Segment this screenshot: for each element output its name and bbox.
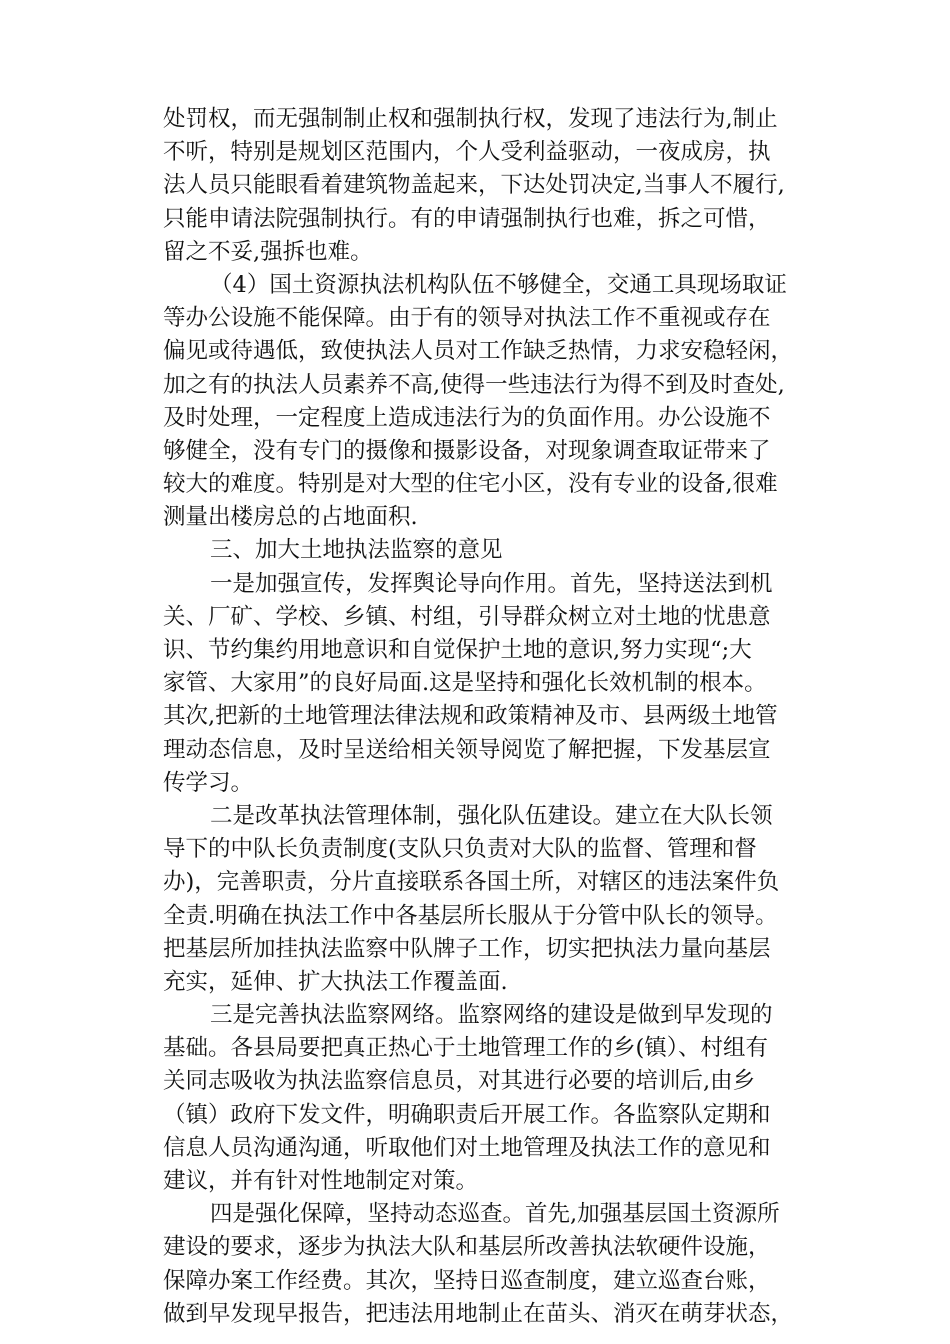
text-line: 及时处理，一定程度上造成违法行为的负面作用。办公设施不 xyxy=(163,404,771,431)
text-line: 其次,把新的土地管理法律法规和政策精神及市、县两级土地管 xyxy=(163,703,778,730)
text-line: 较大的难度。特别是对大型的住宅小区，没有专业的设备,很难 xyxy=(163,471,778,498)
document-page xyxy=(163,103,793,1331)
text-line: （镇）政府下发文件，明确职责后开展工作。各监察队定期和 xyxy=(163,1101,771,1128)
section-heading: 三、加大土地执法监察的意见 xyxy=(210,537,503,564)
text-line: 保障办案工作经费。其次，坚持日巡查制度，建立巡查台账， xyxy=(163,1267,771,1294)
text-line: 加之有的执法人员素养不高,使得一些违法行为得不到及时查处, xyxy=(163,371,785,398)
text-line: 全责.明确在执法工作中各基层所长服从于分管中队长的领导。 xyxy=(163,902,778,929)
text-line: 建设的要求，逐步为执法大队和基层所改善执法软硬件设施， xyxy=(163,1234,771,1261)
text-line: 导下的中队长负责制度(支队只负责对大队的监督、管理和督 xyxy=(163,836,757,863)
text-line: 传学习。 xyxy=(163,769,254,796)
text-line: 基础。各县局要把真正热心于土地管理工作的乡(镇）、村组有 xyxy=(163,1035,769,1062)
text-line: 信息人员沟通沟通，听取他们对土地管理及执法工作的意见和 xyxy=(163,1134,771,1161)
paragraph-first-line: 一是加强宣传，发挥舆论导向作用。首先，坚持送法到机 xyxy=(210,570,773,597)
text-line: 测量出楼房总的占地面积. xyxy=(163,504,418,531)
text-line: 够健全，没有专门的摄像和摄影设备，对现象调查取证带来了 xyxy=(163,437,771,464)
text-line: 理动态信息，及时呈送给相关领导阅览了解把握，下发基层宣 xyxy=(163,736,771,763)
text-line: 偏见或待遇低，致使执法人员对工作缺乏热情，力求安稳轻闲， xyxy=(163,338,794,365)
text-line: 不听，特别是规划区范围内，个人受利益驱动，一夜成房，执 xyxy=(163,139,771,166)
text-line: 建议，并有针对性地制定对策。 xyxy=(163,1168,479,1194)
text-line: 只能申请法院强制执行。有的申请强制执行也难，拆之可惜， xyxy=(163,205,771,232)
text-line: 法人员只能眼看着建筑物盖起来，下达处罚决定,当事人不履行, xyxy=(163,172,785,199)
paragraph-first-line: （4）国土资源执法机构队伍不够健全，交通工具现场取证 xyxy=(210,271,787,298)
text-line: 家管、大家用”的良好局面.这是坚持和强化长效机制的根本。 xyxy=(163,670,767,697)
text-line: 识、节约集约用地意识和自觉保护土地的意识,努力实现“;大 xyxy=(163,637,752,663)
text-line: 等办公设施不能保障。由于有的领导对执法工作不重视或存在 xyxy=(163,305,771,332)
text-line: 留之不妥,强拆也难。 xyxy=(163,238,373,265)
text-line: 关同志吸收为执法监察信息员，对其进行必要的培训后,由乡 xyxy=(163,1068,756,1095)
paragraph-first-line: 二是改革执法管理体制，强化队伍建设。建立在大队长领 xyxy=(210,802,773,829)
paragraph-first-line: 三是完善执法监察网络。监察网络的建设是做到早发现的 xyxy=(210,1002,773,1029)
text-line: 处罚权，而无强制制止权和强制执行权，发现了违法行为,制止 xyxy=(163,106,778,132)
paragraph-first-line: 四是强化保障，坚持动态巡查。首先,加强基层国土资源所 xyxy=(210,1201,780,1228)
text-line: 充实，延伸、扩大执法工作覆盖面. xyxy=(163,968,508,995)
text-line: 办)，完善职责，分片直接联系各国土所，对辖区的违法案件负 xyxy=(163,869,780,896)
text-line: 做到早发现早报告，把违法用地制止在苗头、消灭在萌芽状态， xyxy=(163,1300,794,1327)
text-line: 把基层所加挂执法监察中队牌子工作，切实把执法力量向基层 xyxy=(163,935,771,962)
text-line: 关、厂矿、学校、乡镇、村组，引导群众树立对土地的忧患意 xyxy=(163,603,771,630)
